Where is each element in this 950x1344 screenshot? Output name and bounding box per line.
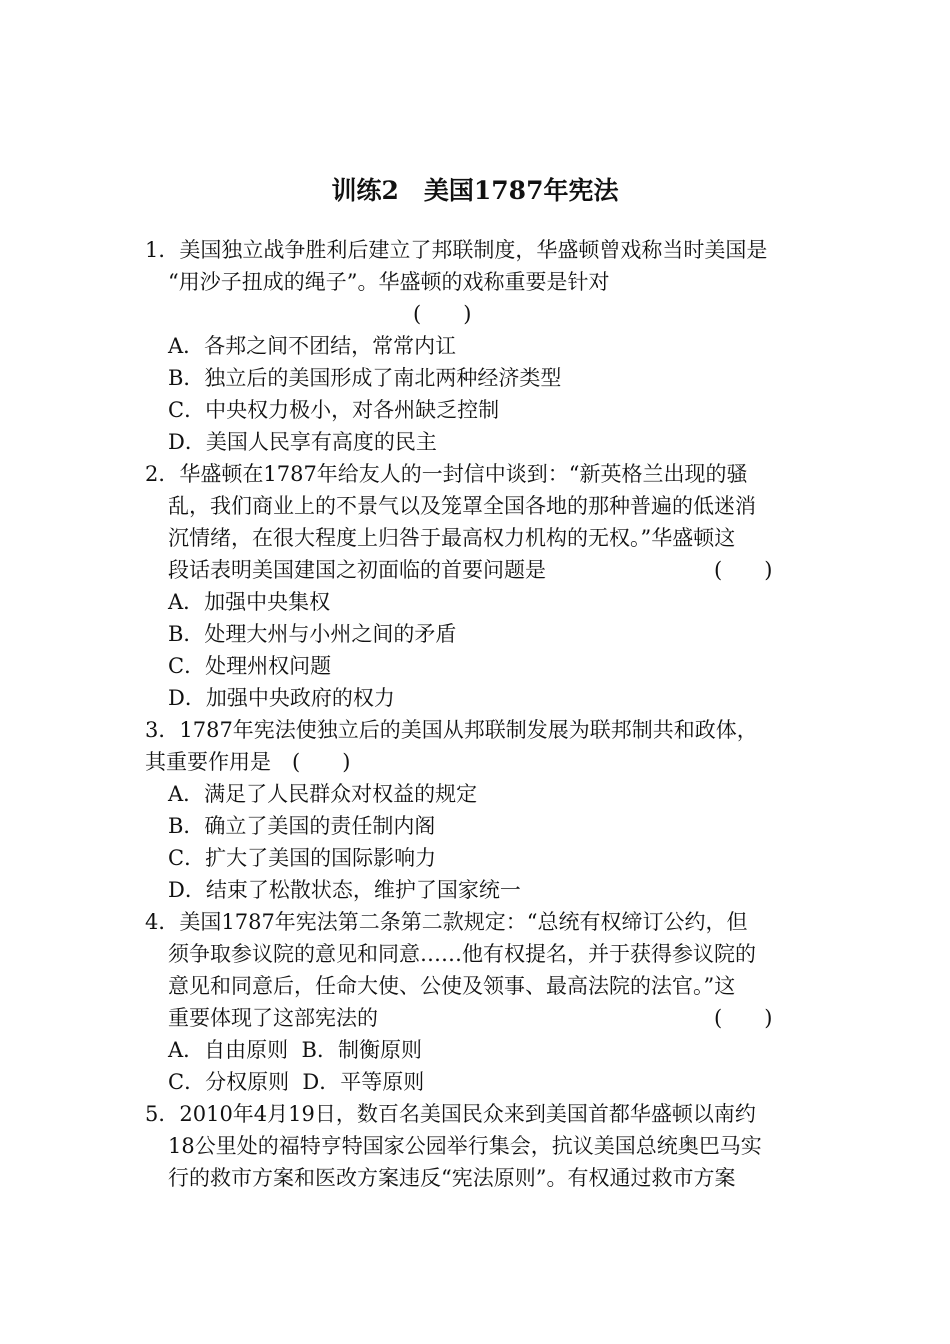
question-1-line-2: “用沙子扭成的绳子”。华盛顿的戏称重要是针对 xyxy=(168,270,610,294)
question-5-line-3: 行的救市方案和医改方案违反“宪法原则”。有权通过救市方案 xyxy=(168,1166,736,1190)
question-2-option-d: D．加强中央政府的权力 xyxy=(168,686,395,710)
question-2-answer-blank: ( ) xyxy=(714,558,773,582)
question-1-option-c: C．中央权力极小，对各州缺乏控制 xyxy=(168,398,500,422)
question-1-answer-blank: ( ) xyxy=(413,302,472,326)
question-2-line-1: 2．华盛顿在1787年给友人的一封信中谈到：“新英格兰出现的骚 xyxy=(145,462,748,486)
page-title: 训练2 美国1787年宪法 xyxy=(331,176,619,205)
question-4-line-3: 意见和同意后，任命大使、公使及领事、最高法院的法官。”这 xyxy=(168,974,736,998)
question-2-option-b: B．处理大州与小州之间的矛盾 xyxy=(168,622,457,646)
question-3-option-a: A．满足了人民群众对权益的规定 xyxy=(168,782,478,806)
question-3-line-1: 3．1787年宪法使独立后的美国从邦联制发展为联邦制共和政体， xyxy=(145,718,758,742)
question-4-line-4: 重要体现了这部宪法的 xyxy=(168,1006,378,1030)
question-5-line-1: 5．2010年4月19日，数百名美国民众来到美国首都华盛顿以南约 xyxy=(145,1102,756,1126)
question-2-option-c: C．处理州权问题 xyxy=(168,654,332,678)
question-4-options-row-1: A．自由原则 B．制衡原则 xyxy=(168,1038,422,1062)
question-1-line-1: 1．美国独立战争胜利后建立了邦联制度，华盛顿曾戏称当时美国是 xyxy=(145,238,768,262)
question-3-line-2: 其重要作用是 ( ) xyxy=(145,750,351,774)
question-4-answer-blank: ( ) xyxy=(714,1006,773,1030)
question-4-options-row-2: C．分权原则 D．平等原则 xyxy=(168,1070,425,1094)
question-2-option-a: A．加强中央集权 xyxy=(168,590,331,614)
question-1-option-b: B．独立后的美国形成了南北两种经济类型 xyxy=(168,366,562,390)
question-2-line-2: 乱，我们商业上的不景气以及笼罩全国各地的那种普遍的低迷消 xyxy=(168,494,756,518)
question-3-option-d: D．结束了松散状态，维护了国家统一 xyxy=(168,878,521,902)
question-3-option-b: B．确立了美国的责任制内阁 xyxy=(168,814,436,838)
question-2-line-3: 沉情绪，在很大程度上归咎于最高权力机构的无权。”华盛顿这 xyxy=(168,526,736,550)
question-3-option-c: C．扩大了美国的国际影响力 xyxy=(168,846,437,870)
question-2-line-4: 段话表明美国建国之初面临的首要问题是 xyxy=(168,558,546,582)
question-5-line-2: 18公里处的福特亨特国家公园举行集会，抗议美国总统奥巴马实 xyxy=(168,1134,762,1158)
question-4-line-2: 须争取参议院的意见和同意……他有权提名，并于获得参议院的 xyxy=(168,942,756,966)
question-1-option-d: D．美国人民享有高度的民主 xyxy=(168,430,437,454)
question-1-option-a: A．各邦之间不团结，常常内讧 xyxy=(168,334,457,358)
question-4-line-1: 4．美国1787年宪法第二条第二款规定：“总统有权缔订公约，但 xyxy=(145,910,748,934)
